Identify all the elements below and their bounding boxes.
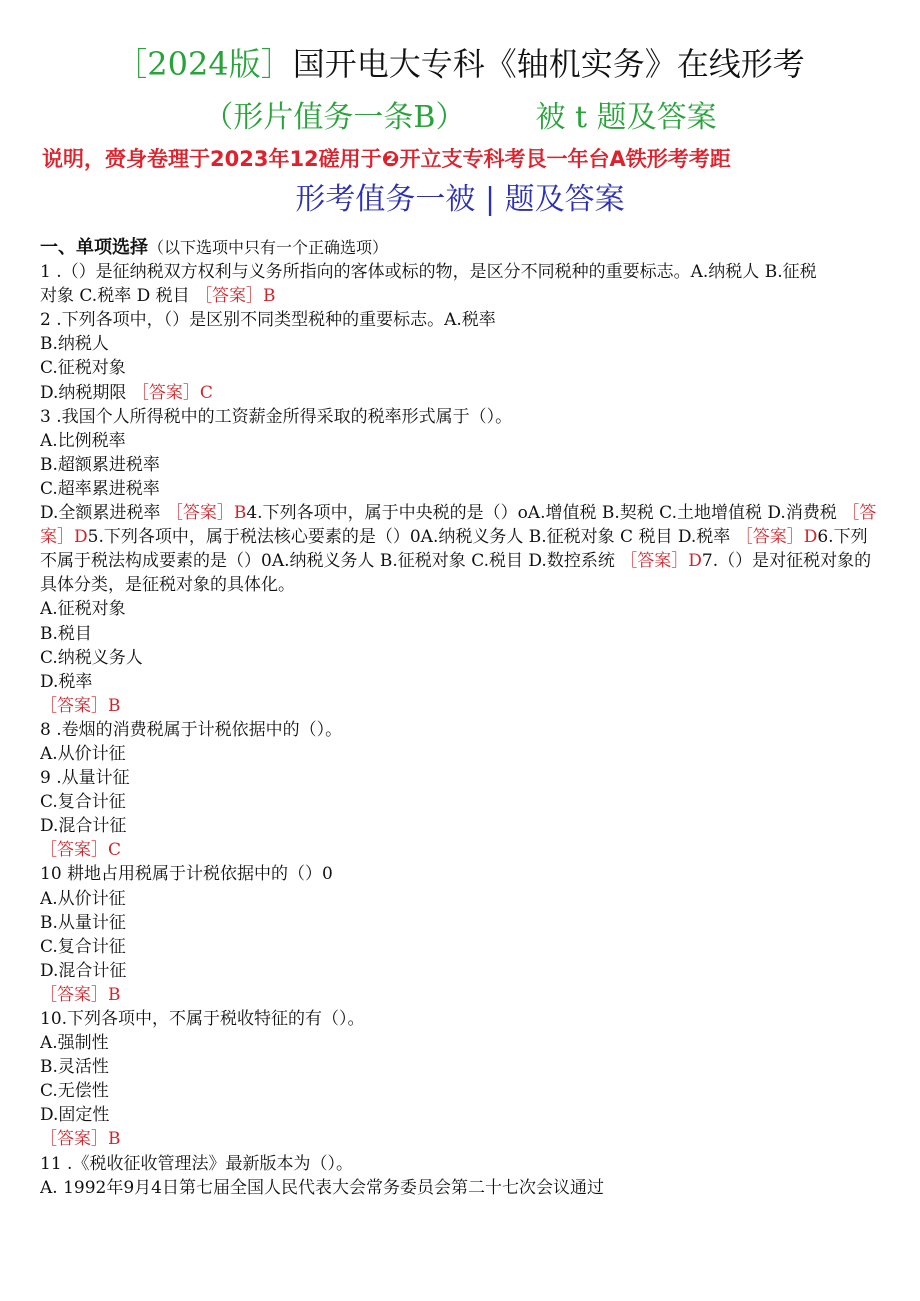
text-line [40,670,880,694]
text-line [40,381,880,405]
text-line [40,814,880,838]
line-text: 1 .（）是征纳税双方权利与义务所指向的客体或标的物，是区分不同税种的重要标志。A.纳税人 B.征税 [40,262,817,283]
line-text: 10.下列各项中，不属于税收特征的有（）。 [40,1009,365,1029]
text-line [40,356,880,380]
line-text: B.超额累进税率 [40,454,160,475]
text-line [40,453,880,477]
title-main: 国开电大专科《轴机实务》在线形考 [292,45,805,83]
text-line [40,1127,880,1151]
line-text: A. 1992年9月4日第七届全国人民代表大会常务委员会第二十七次会议通过 [40,1177,604,1198]
subtitle-right: 被 t 题及答案 [535,100,717,135]
text-line [40,862,880,886]
line-text: 2 .下列各项中，（）是区别不同类型税种的重要标志。A.税率 [40,310,496,331]
line-text: C.复合计征 [40,936,126,957]
section-subtitle: （以下选项中只有一个正确选项） [148,238,389,257]
text-line [40,1079,880,1103]
text-line [40,1152,880,1176]
document-subtitle [0,98,920,138]
line-text: A.从价计征 [40,888,126,909]
line-text: A.征税对象 [40,599,126,620]
text-line [40,405,880,429]
text-line [40,1031,880,1055]
text-line [40,911,880,935]
text-line [40,983,880,1007]
line-text: 对象 C.税率 D 税目 [40,286,196,307]
text-line [40,935,880,959]
line-text: D.混合计征 [40,960,127,981]
text-line [40,622,880,646]
text-line [40,790,880,814]
text-line [40,766,880,790]
text-line [40,718,880,742]
text-line [40,646,880,670]
line-text: C.超率累进税率 [40,478,160,499]
line-text: B.纳税人 [40,334,109,355]
text-line [40,887,880,911]
answer-label: ［答案］B [40,695,121,716]
line-text: C.纳税义务人 [40,647,143,668]
line-text: C.复合计征 [40,792,126,813]
text-line [40,1055,880,1079]
line-text: A.比例税率 [40,430,126,451]
text-line [40,742,880,766]
line-text: 3 .我国个人所得税中的工资薪金所得采取的税率形式属于（）。 [40,406,513,427]
text-line [40,1176,880,1200]
line-text: B.税目 [40,623,92,644]
line-text: 11 .《税收征收管理法》最新版本为（）。 [40,1153,353,1174]
question-lines-2 [40,597,880,1199]
line-text: 9 .从量计征 [40,768,130,789]
subtitle-left: （形片值务一条B） [203,100,466,135]
section-heading: 形考值务一被 | 题及答案 [295,182,625,217]
text-line [40,597,880,621]
text-line [40,284,880,308]
answer-label: ［答案］C [40,840,122,861]
line-text: B.灵活性 [40,1057,109,1078]
question-body [40,236,880,1200]
title-edition: ［2024版］ [115,45,293,83]
answer-label: ［答案］B [40,1129,121,1150]
line-text: D.纳税期限 [40,382,132,403]
line-text: C.征税对象 [40,358,126,379]
line-text: C.无偿性 [40,1081,109,1102]
answer-label: ［答案］D [620,551,702,572]
text-line [40,838,880,862]
text-line [40,429,880,453]
text-line [40,260,880,284]
answer-label: ［答案］B [165,503,247,524]
line-text: D.固定性 [40,1105,110,1126]
text-line [40,477,880,501]
section-title: 一、单项选择（以下选项中只有一个正确选项） [40,237,389,258]
text-line [40,1103,880,1127]
text-line [40,308,880,332]
text-line [40,959,880,983]
line-text: B.从量计征 [40,912,126,933]
line-text: 10 耕地占用税属于计税依据中的（）0 [40,864,333,885]
text-line [40,694,880,718]
question-lines-1 [40,260,880,501]
explanation-note: 说明，赍身卷理于2023年12磋用于❷开立支专科考艮一年台A铁形考考距 [42,147,731,171]
line-text: D.混合计征 [40,816,127,837]
questions-4-7-paragraph: D.全额累进税率 ［答案］B4.下列各项中，属于中央税的是（）oA.增值税 B.契税 C.土地增值税 D.消费税 ［答案］D5.下列各项中，属于税法核心要素的是（）0A.纳税义务人 B.征税对象 C 税目 D.税率 ［答案］D6.下列不属于税法构成要素的是（）0A.纳税义务人 B.征税对象 C.税目 D.数控系统 ［答案］D7.（）是对征税对象的具体分类，是征税对象的具体化。 [40,503,877,596]
text-line [40,1007,880,1031]
answer-label: ［答案］B [195,286,276,307]
document-title [0,44,920,84]
line-text: A.强制性 [40,1033,109,1054]
text-line [40,332,880,356]
answer-label: ［答案］D [735,527,818,548]
line-text: D.税率 [40,671,93,692]
answer-label: ［答案］C [131,382,213,403]
answer-label: ［答案］D [40,503,877,548]
line-text: A.从价计征 [40,743,126,764]
line-text: 8 .卷烟的消费税属于计税依据中的（）。 [40,719,343,740]
answer-label: ［答案］B [40,984,121,1005]
